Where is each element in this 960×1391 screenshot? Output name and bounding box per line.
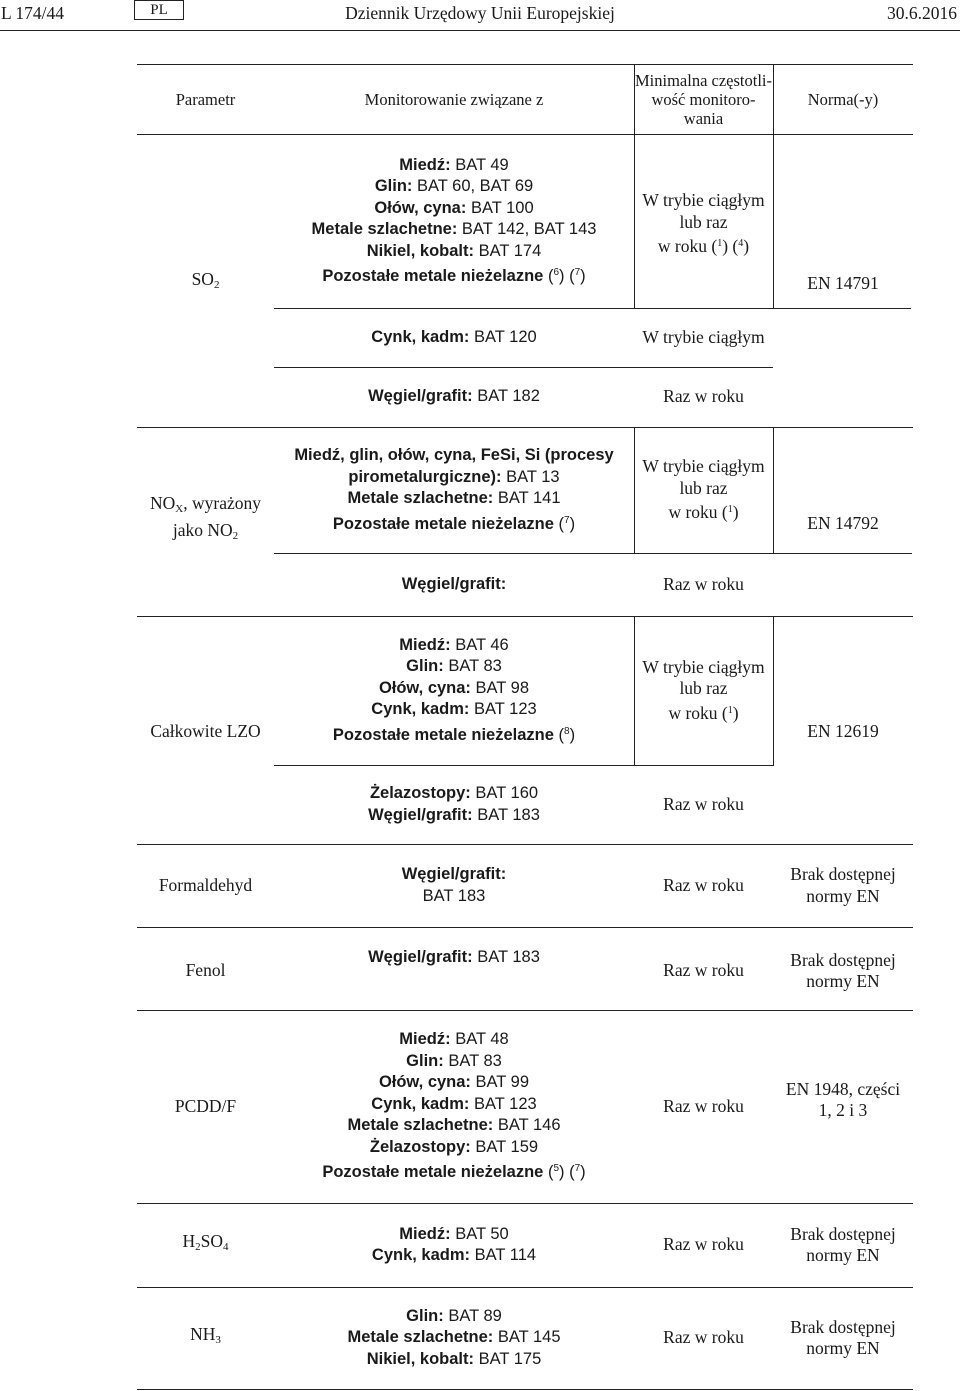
param-line: $NO_X$, wyrażony [150,492,261,515]
so2-monitoring-group-2 [274,308,634,367]
so2-norm: EN 14791 [807,273,879,294]
formaldehyd-monitoring [274,844,634,927]
monitoring-line: Miedź, glin, ołów, cyna, FeSi, Si (procesy [294,446,614,464]
pcdd-frequency: Raz w roku [663,1095,744,1116]
monitoring-line: Ołów, cyna: BAT 100 [374,198,534,217]
frequency-line: w roku ($^1$) [668,702,739,723]
monitoring-line: Metale szlachetne: BAT 145 [347,1328,561,1347]
norm-line: normy EN [806,885,880,906]
h2so4-monitoring [274,1203,634,1287]
param-so2 [137,134,274,296]
monitoring-line: Glin: BAT 83 [406,657,502,676]
nox-monitoring-group-2 [274,553,634,616]
nox-monitoring-group-1 [274,427,634,553]
norm-line: Brak dostępnej [790,1223,896,1244]
norm-line: 1, 2 i 3 [818,1100,868,1120]
monitoring-line: Ołów, cyna: BAT 99 [378,1073,530,1092]
frequency-line: lub raz [679,678,728,699]
frequency-line: W trybie ciągłym [642,456,765,477]
column-header-monitorowanie: Monitorowanie związane z [364,89,544,109]
header-line: Minimalna częstotli- [634,70,772,90]
h2so4-norm [773,1203,913,1287]
column-header-parametr: Parametr [175,89,236,109]
publication-date: 30.6.2016 [887,3,957,23]
monitoring-line: Nikiel, kobalt: BAT 174 [366,241,542,260]
monitoring-line: Węgiel/grafit: [401,865,507,883]
param-fenol: Fenol [185,960,226,981]
monitoring-line: BAT 183 [422,886,486,905]
lzo-monitoring-group-2 [274,765,634,844]
norm-line: normy EN [806,1245,880,1265]
monitoring-line: Węgiel/grafit: BAT 183 [368,948,540,966]
fenol-monitoring [274,947,634,987]
monitoring-line: Żelazostopy: BAT 160 [369,784,539,802]
norm-line: EN 1948, części [785,1078,901,1099]
param-h2so4: $H_2SO_4$ [182,1231,229,1254]
frequency-line: W trybie ciągłym [642,656,765,677]
monitoring-line: Glin: BAT 60, BAT 69 [374,177,534,195]
column-header-czestotliwosc [634,64,773,134]
monitoring-line: Węgiel/grafit: BAT 182 [368,387,540,406]
lzo-monitoring-group-1 [274,616,634,765]
monitoring-line: Pozostałe metale nieżelazne ($^7$) [332,514,576,533]
monitoring-line: Cynk, kadm: BAT 123 [371,1094,537,1113]
monitoring-line: Metale szlachetne: BAT 146 [347,1116,561,1135]
journal-title: Dziennik Urzędowy Unii Europejskiej [345,3,615,23]
column-header-norma: Norma(-y) [807,89,879,109]
norm-line: Brak dostępnej [790,1316,896,1337]
rule-table-bottom [137,1389,913,1390]
header-rule [0,30,960,31]
monitoring-line: Pozostałe metale nieżelazne ($^8$) [332,725,576,744]
param-nh3: $NH_3$ [190,1324,221,1347]
norm-line: Brak dostępnej [790,949,896,970]
monitoring-line: Żelazostopy: BAT 159 [369,1137,539,1156]
fenol-frequency: Raz w roku [663,960,744,981]
monitoring-line: Glin: BAT 83 [406,1051,502,1070]
monitoring-line: Miedź: BAT 50 [399,1224,509,1243]
language-code-box: PL [134,0,184,20]
monitoring-line: Miedź: BAT 48 [399,1030,509,1049]
monitoring-line: Cynk, kadm: BAT 114 [371,1246,537,1264]
nh3-frequency: Raz w roku [663,1327,744,1348]
norm-line: Brak dostępnej [790,864,896,884]
h2so4-frequency: Raz w roku [663,1234,744,1255]
monitoring-line: Glin: BAT 89 [406,1306,502,1325]
frequency-line: lub raz [679,477,728,498]
frequency-line: lub raz [679,211,728,232]
param-lzo: Całkowite LZO [150,721,261,742]
monitoring-line: Węgiel/grafit: BAT 183 [368,805,540,824]
monitoring-line: Pozostałe metale nieżelazne ($^6$) ($^7$) [322,267,586,285]
so2-monitoring-group-3 [274,367,634,427]
norm-line: normy EN [806,971,880,991]
monitoring-line: Węgiel/grafit: [401,574,507,593]
page-reference: L 174/44 [1,3,65,23]
lzo-norm: EN 12619 [807,721,879,742]
so2-frequency-group-3: Raz w roku [663,386,744,407]
monitoring-line: Metale szlachetne: BAT 141 [347,489,561,507]
pcdd-norm [773,1076,913,1124]
monitoring-line: Ołów, cyna: BAT 98 [378,678,530,697]
monitoring-line: Miedź: BAT 46 [399,635,509,654]
header-line: wość monitoro- [651,89,756,109]
frequency-line: w roku ($^1$) [668,502,739,523]
so2-monitoring-group-1 [274,134,634,308]
frequency-line: w roku ($^1$) ($^4$) [657,236,750,256]
param-nox [137,490,274,550]
param-formaldehyd: Formaldehyd [158,874,253,895]
nox-frequency-group-1 [634,427,773,553]
param-text: SO [191,268,214,289]
nh3-norm [773,1287,913,1389]
lzo-frequency-group-1 [634,616,773,765]
formaldehyd-frequency: Raz w roku [663,874,744,895]
param-line: jako $NO_2$ [172,520,239,542]
norm-line: normy EN [806,1338,880,1358]
monitoring-line: Nikiel, kobalt: BAT 175 [366,1349,542,1368]
header-line: wania [683,108,724,128]
monitoring-line: Cynk, kadm: BAT 123 [371,700,537,719]
param-pcdd: PCDD/F [174,1095,237,1116]
monitoring-line: Cynk, kadm: BAT 120 [371,327,537,346]
param-subscript: 2 [213,278,220,291]
monitoring-line: Pozostałe metale nieżelazne ($^5$) ($^7$) [322,1163,586,1182]
formaldehyd-norm [773,844,913,927]
lzo-frequency-group-2: Raz w roku [663,793,744,814]
so2-frequency-group-2: W trybie ciągłym [642,326,765,347]
frequency-line: W trybie ciągłym [642,190,765,210]
nh3-monitoring [274,1287,634,1389]
so2-frequency-group-1 [634,190,773,280]
nox-norm: EN 14792 [807,513,879,534]
fenol-norm [773,927,913,1015]
nox-frequency-group-2: Raz w roku [663,573,744,594]
monitoring-line: pirometalurgiczne): BAT 13 [348,467,560,486]
running-header [0,0,960,30]
monitoring-line: Metale szlachetne: BAT 142, BAT 143 [311,220,597,238]
pcdd-monitoring [274,1010,634,1203]
monitoring-line: Miedź: BAT 49 [399,155,509,174]
